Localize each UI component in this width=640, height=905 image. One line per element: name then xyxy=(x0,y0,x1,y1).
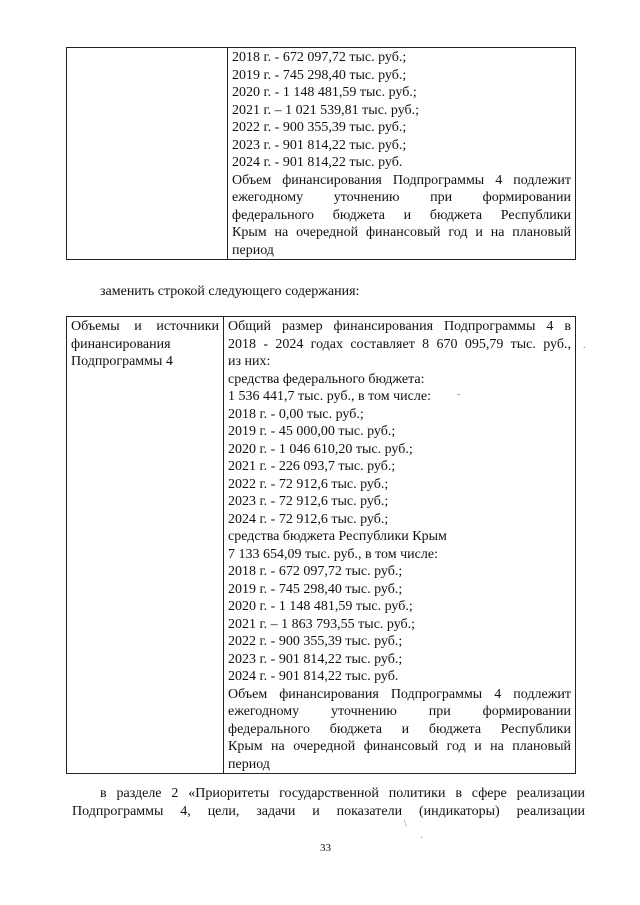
section-paragraph-cont xyxy=(72,803,585,821)
note-line: период xyxy=(228,756,270,772)
federal-line: 2019 г. - 45 000,00 тыс. руб.; xyxy=(228,424,396,439)
paragraph-line: в разделе 2 «Приоритеты государственной политики в сфере реализации xyxy=(100,786,585,801)
crimea-line: 2018 г. - 672 097,72 тыс. руб.; xyxy=(228,564,403,579)
federal-line: 1 536 441,7 тыс. руб., в том числе: xyxy=(228,389,431,404)
intro-line: 2018 - 2024 годах составляет 8 670 095,79 тыс. руб., xyxy=(228,336,571,352)
page-number: 33 xyxy=(320,842,331,854)
note-line: Крым на очередной финансовый год и на плановый xyxy=(232,225,571,240)
table-row xyxy=(67,317,576,774)
federal-line: 2023 г. - 72 912,6 тыс. руб.; xyxy=(228,494,389,509)
label-line: Объемы и источники xyxy=(71,319,219,334)
scan-speck: - xyxy=(457,389,461,400)
year-line: 2018 г. - 672 097,72 тыс. руб.; xyxy=(232,50,407,65)
crimea-line: 2021 г. – 1 863 793,55 тыс. руб.; xyxy=(228,616,416,632)
crimea-line: средства бюджета Республики Крым xyxy=(228,529,447,544)
label-line: финансирования xyxy=(71,336,171,352)
funding-table-new xyxy=(66,316,576,774)
year-line: 2019 г. - 745 298,40 тыс. руб.; xyxy=(232,67,407,83)
scan-speck: . xyxy=(583,340,586,351)
federal-line: 2022 г. - 72 912,6 тыс. руб.; xyxy=(228,476,389,492)
note-line: Объем финансирования Подпрограммы 4 подлежит xyxy=(228,686,571,702)
federal-line: 2021 г. - 226 093,7 тыс. руб.; xyxy=(228,459,396,474)
section-paragraph xyxy=(72,785,585,803)
year-line: 2024 г. - 901 814,22 тыс. руб. xyxy=(232,155,403,170)
table-cell-label-empty xyxy=(67,48,228,260)
intro-line: Общий размер финансирования Подпрограммы 4 в xyxy=(228,319,571,334)
crimea-line: 2023 г. - 901 814,22 тыс. руб.; xyxy=(228,651,403,667)
note-line: период xyxy=(232,242,274,258)
crimea-line: 2019 г. - 745 298,40 тыс. руб.; xyxy=(228,581,403,597)
crimea-line: 2020 г. - 1 148 481,59 тыс. руб.; xyxy=(228,599,413,614)
table-cell-values xyxy=(224,317,576,774)
table-row xyxy=(67,48,576,260)
table-cell-label xyxy=(67,317,224,774)
federal-line: 2020 г. - 1 046 610,20 тыс. руб.; xyxy=(228,441,413,457)
note-line: Крым на очередной финансовый год и на плановый xyxy=(228,739,571,754)
crimea-line: 2022 г. - 900 355,39 тыс. руб.; xyxy=(228,634,403,649)
note-line: федерального бюджета и бюджета Республики xyxy=(232,207,571,223)
intro-line: из них: xyxy=(228,354,271,369)
scan-speck: \ xyxy=(404,819,407,830)
label-line: Подпрограммы 4 xyxy=(71,354,173,369)
table-cell-values xyxy=(228,48,576,260)
note-line: ежегодному уточнению при формировании xyxy=(232,190,571,205)
replace-instruction: заменить строкой следующего содержания: xyxy=(100,284,360,299)
funding-table-old xyxy=(66,47,576,260)
note-line: федерального бюджета и бюджета Республики xyxy=(228,721,571,737)
note-line: Объем финансирования Подпрограммы 4 подлежит xyxy=(232,172,571,188)
year-line: 2021 г. – 1 021 539,81 тыс. руб.; xyxy=(232,102,420,118)
federal-line: средства федерального бюджета: xyxy=(228,371,425,387)
federal-line: 2018 г. - 0,00 тыс. руб.; xyxy=(228,406,364,422)
year-line: 2022 г. - 900 355,39 тыс. руб.; xyxy=(232,120,407,135)
federal-line: 2024 г. - 72 912,6 тыс. руб.; xyxy=(228,511,389,527)
paragraph-line: Подпрограммы 4, цели, задачи и показатели (индикаторы) реализации xyxy=(72,804,585,819)
crimea-line: 2024 г. - 901 814,22 тыс. руб. xyxy=(228,669,399,684)
crimea-line: 7 133 654,09 тыс. руб., в том числе: xyxy=(228,546,438,562)
note-line: ежегодному уточнению при формировании xyxy=(228,704,571,719)
year-line: 2023 г. - 901 814,22 тыс. руб.; xyxy=(232,137,407,153)
year-line: 2020 г. - 1 148 481,59 тыс. руб.; xyxy=(232,85,417,100)
scan-speck: · xyxy=(420,833,424,844)
